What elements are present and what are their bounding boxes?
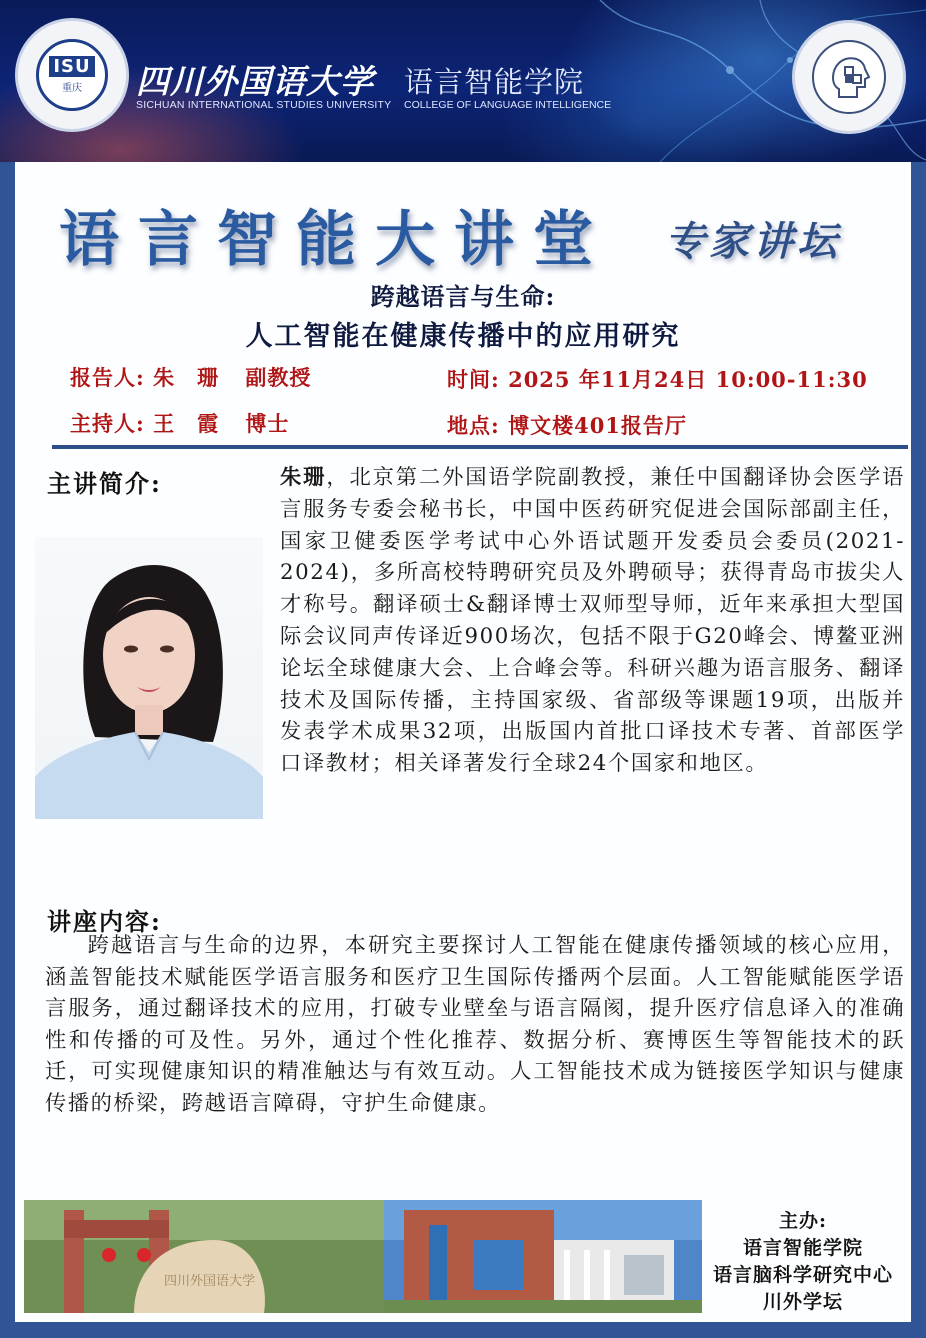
head-puzzle-icon — [825, 53, 873, 101]
campus-photos — [24, 1200, 702, 1313]
host-title: 博士 — [245, 411, 290, 436]
university-name-cn: 四川外国语大学 — [136, 62, 374, 101]
speaker-photo — [35, 537, 263, 819]
stone-inscription: 四川外国语大学 — [164, 1274, 256, 1289]
speaker-bio — [280, 462, 905, 780]
speaker-portrait — [35, 537, 263, 819]
organizer-item: 语言智能学院 — [742, 1237, 863, 1259]
organizers-label: 主办: — [778, 1210, 827, 1232]
host-name: 王 霞 — [153, 411, 220, 436]
college-name-en: COLLEGE OF LANGUAGE INTELLIGENCE — [404, 99, 612, 111]
poster-panel — [15, 162, 911, 1322]
content-label: 讲座内容: — [47, 907, 162, 936]
sisu-logo-text: ISU — [49, 56, 94, 77]
section-divider — [52, 445, 908, 449]
series-title: 语言智能大讲堂 — [59, 205, 612, 275]
time-info — [447, 364, 868, 394]
college-logo — [792, 20, 906, 134]
university-name-en: SICHUAN INTERNATIONAL STUDIES UNIVERSITY — [136, 99, 392, 111]
bio-text: ，北京第二外国语学院副教授，兼任中国翻译协会医学语言服务专委会秘书长，中国中医药研究促进会国际部副主任，国家卫健委医学考试中心外语试题开发委员会委员(2021-2024)，多所高校特聘研究员及外聘硕导；获得青岛市拔尖人才称号。翻译硕士&翻译博士双师型导师，近年来承担大型国际会议同声传译近900场次，包括不限于G20峰会、博鳌亚洲论坛全球健康大会、上合峰会等。科研兴趣为语言服务、翻译技术及国际传播，主持国家级、省部级等课题19项，出版并发表学术成果32项，出版国内首批口译技术专著、首部医学口译教材；相关译著发行全球24个国家和地区。 — [280, 465, 905, 777]
lecture-content: 跨越语言与生命的边界，本研究主要探讨人工智能在健康传播领域的核心应用，涵盖智能技术赋能医学语言服务和医疗卫生国际传播两个层面。人工智能赋能医学语言服务，通过翻译技术的应用，打破专业壁垒与语言隔阂，提升医疗信息译入的准确性和传播的可及性。另外，通过个性化推荐、数据分析、赛博医生等智能技术的跃迁，可实现健康知识的精准触达与有效互动。人工智能技术成为链接医学知识与健康传播的桥梁，跨越语言障碍，守护生命健康。 — [45, 933, 905, 1116]
sisu-logo-city: 重庆 — [62, 83, 82, 94]
series-subtitle: 专家讲坛 — [665, 218, 841, 265]
place-label: 地点: — [447, 413, 500, 438]
bio-speaker-name: 朱珊 — [280, 465, 327, 490]
organizer-item: 语言脑科学研究中心 — [712, 1264, 893, 1286]
sisu-logo — [15, 18, 129, 132]
time-label: 时间: — [447, 367, 500, 392]
time-value: 2025 年11月24日 10:00-11:30 — [508, 367, 868, 392]
lecture-title-line1: 跨越语言与生命: — [370, 282, 556, 311]
place-info — [447, 410, 687, 440]
college-name-cn: 语言智能学院 — [404, 65, 585, 99]
speaker-label: 报告人: — [70, 365, 145, 390]
organizer-item: 川外学坛 — [762, 1291, 843, 1313]
speaker-name: 朱 珊 — [153, 365, 220, 390]
lecture-title-line2: 人工智能在健康传播中的应用研究 — [245, 321, 681, 352]
organizers — [693, 1208, 913, 1316]
speaker-info — [70, 362, 311, 392]
speaker-title: 副教授 — [245, 365, 312, 390]
campus-scene — [24, 1200, 702, 1313]
host-info — [70, 408, 289, 438]
host-label: 主持人: — [70, 411, 145, 436]
header-banner — [0, 0, 926, 162]
place-value: 博文楼401报告厅 — [508, 413, 687, 438]
bio-label: 主讲简介: — [47, 469, 162, 498]
